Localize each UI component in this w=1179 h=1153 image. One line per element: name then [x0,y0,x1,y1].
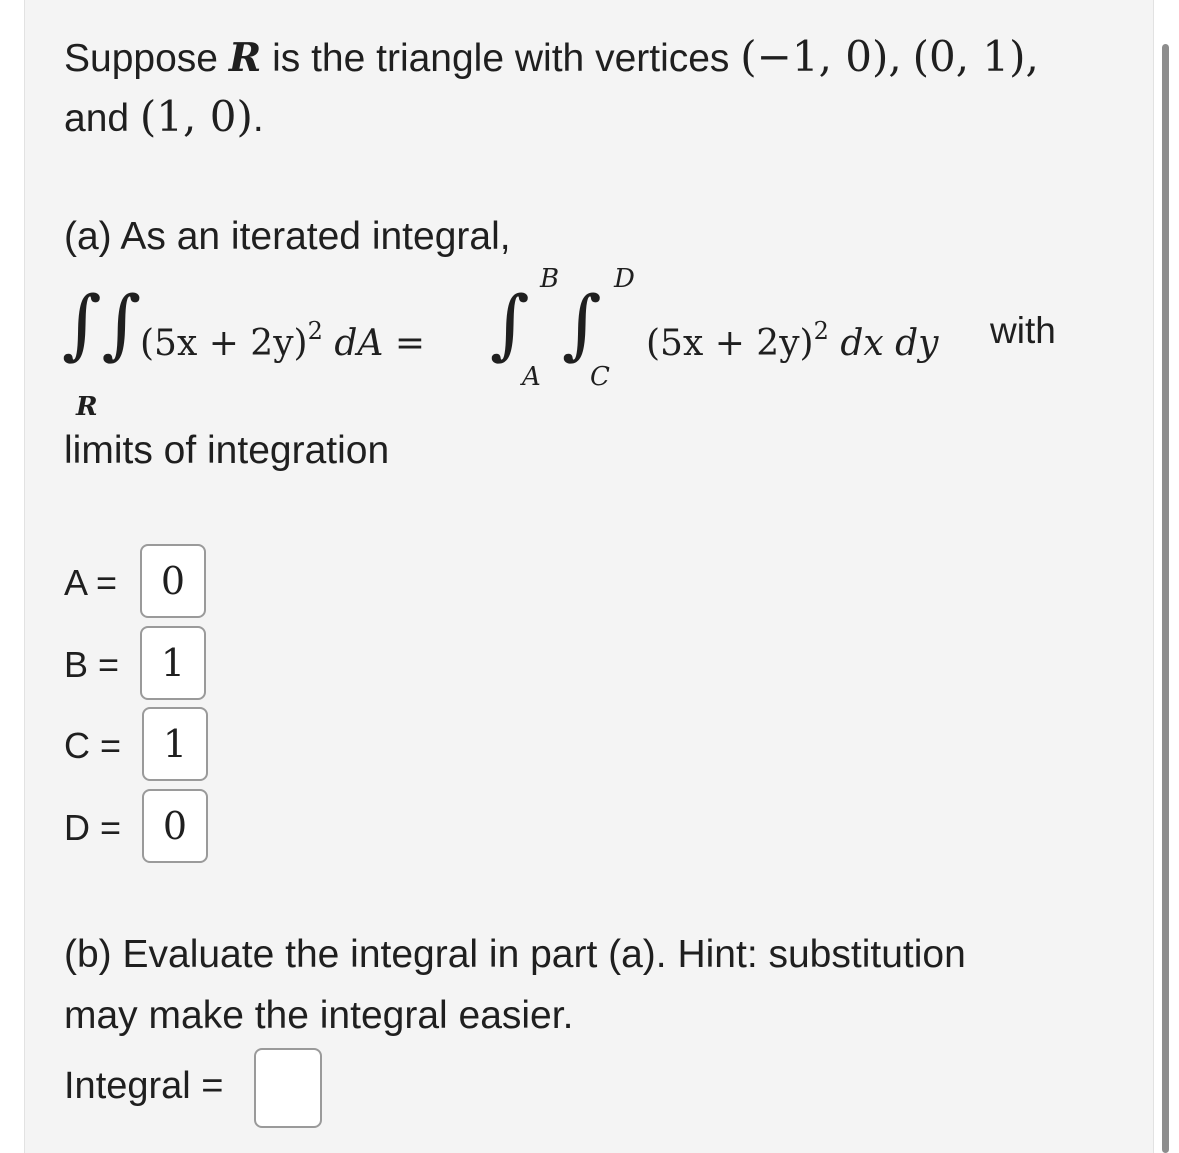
outer-integral-sign: ∫ [490,279,530,368]
limit-upper-inner: D [614,264,635,294]
limits-caption: limits of integration [64,429,390,472]
answer-input-A[interactable]: 0 [140,544,206,618]
integrand-right [646,308,939,367]
problem-intro-line2 [64,94,264,142]
answer-input-D[interactable]: 0 [142,789,208,863]
integral-answer-input[interactable] [254,1048,322,1128]
answer-input-C[interactable]: 1 [142,707,208,781]
answer-label-D: D = [64,807,122,848]
double-integral-sign: ∫∫ [62,279,142,368]
answer-label-B: B = [64,644,120,685]
left-margin [0,0,24,1153]
differentials: dx dy [840,323,939,364]
answer-label-C: C = [64,725,122,766]
region-subscript: R [76,392,98,422]
integrand-left [140,308,425,367]
limit-lower-outer: A [522,362,541,392]
intro-and: and [64,97,130,140]
answer-input-B[interactable]: 1 [140,626,206,700]
limit-upper-outer: B [540,264,560,294]
integrand-left-expr: (5x + 2y) [140,323,308,364]
intro-prefix: Suppose [64,37,218,80]
intro-mid: is the triangle with vertices [272,37,730,80]
dA-equals: dA = [334,323,425,364]
with-text: with [990,310,1056,351]
part-b-line2: may make the integral easier. [64,994,574,1037]
vertex-2: (0, 1), [912,32,1039,81]
integrand-left-exponent: 2 [307,317,323,345]
part-a-heading: (a) As an iterated integral, [64,215,511,258]
integrand-right-exponent: 2 [813,317,829,345]
vertex-1: (−1, 0), [740,32,902,81]
region-symbol: R [228,35,262,81]
part-b-line1: (b) Evaluate the integral in part (a). Hint: substitution [64,933,966,976]
integral-label: Integral = [64,1065,224,1107]
vertex-3: (1, 0) [139,92,253,141]
answer-label-A: A = [64,562,118,603]
inner-integral-sign: ∫ [562,279,602,368]
intro-period: . [252,97,264,140]
integrand-right-expr: (5x + 2y) [646,323,814,364]
problem-intro-line1 [64,34,1039,82]
scrollbar-thumb[interactable] [1162,44,1169,1153]
limit-lower-inner: C [590,362,610,392]
